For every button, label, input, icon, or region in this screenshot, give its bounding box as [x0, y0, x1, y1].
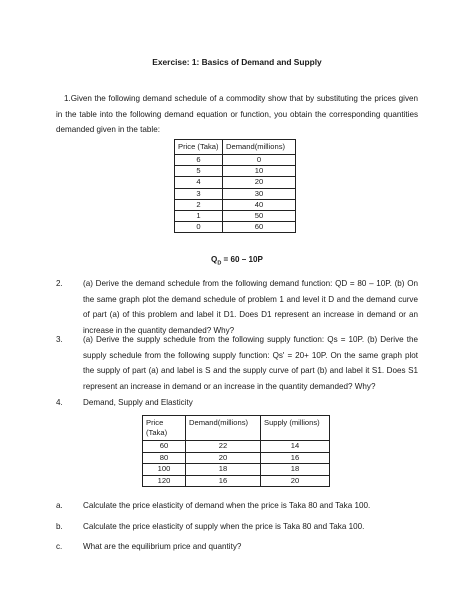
- demand-equation: [0, 255, 474, 267]
- table-header-demand: Demand(millions): [223, 140, 296, 155]
- table-row: [175, 199, 296, 210]
- table-row: [143, 452, 330, 464]
- table-row: [143, 475, 330, 487]
- table-cell: 1: [175, 210, 223, 221]
- table-cell: 10: [223, 166, 296, 177]
- sub-question-text: Calculate the price elasticity of supply when the price is Taka 80 and Taka 100.: [83, 522, 365, 531]
- sub-question-c: [56, 541, 418, 553]
- question-3-text: (a) Derive the supply schedule from the following supply function: Qs = 10P. (b) Derive the supply schedule from the following supply function: Qs' = 20+ 10P. On the same graph plot the supply of part (a) and label is S and the supply curve of part (b) and label it S1. Does S1 represent an increase in demand or an increase in the quantity demanded? Why?: [83, 335, 418, 391]
- table-header-supply: Supply (millions): [261, 416, 330, 441]
- table-cell: 120: [143, 475, 186, 487]
- question-2-marker: 2.: [56, 279, 63, 288]
- equation-rhs: = 60 – 10P: [221, 255, 263, 264]
- table-header-price: Price (Taka): [175, 140, 223, 155]
- sub-question-marker: c.: [56, 542, 63, 551]
- sub-question-text: Calculate the price elasticity of demand when the price is Taka 80 and Taka 100.: [83, 501, 371, 510]
- table-cell: 4: [175, 177, 223, 188]
- sub-question-marker: b.: [56, 522, 63, 531]
- table-cell: 18: [186, 464, 261, 476]
- table-cell: 22: [186, 441, 261, 453]
- table-row: [175, 210, 296, 221]
- question-2-text: (a) Derive the demand schedule from the following demand function: QD = 80 – 10P. (b) On the same graph plot the demand schedule of problem 1 and level it D and the demand curve of part (a) of this problem and label it D1. Does D1 represent an increase in demand or an increase in the quantity demanded? Why?: [83, 279, 418, 335]
- sub-question-a: [56, 500, 418, 512]
- sub-question-marker: a.: [56, 501, 63, 510]
- table-header-row: [175, 140, 296, 155]
- table-cell: 50: [223, 210, 296, 221]
- question-4-text: Demand, Supply and Elasticity: [83, 398, 193, 407]
- table-cell: 20: [186, 452, 261, 464]
- table-row: [175, 166, 296, 177]
- table-header-demand: Demand(millions): [186, 416, 261, 441]
- table-cell: 60: [143, 441, 186, 453]
- table-cell: 100: [143, 464, 186, 476]
- table-header-row: [143, 416, 330, 441]
- table-cell: 80: [143, 452, 186, 464]
- question-4: [56, 395, 418, 411]
- equation-lhs: Q: [211, 255, 218, 264]
- table-cell: 30: [223, 188, 296, 199]
- question-1: [56, 91, 418, 138]
- elasticity-table: [142, 415, 330, 487]
- demand-schedule-table: [174, 139, 296, 233]
- table-cell: 0: [175, 222, 223, 233]
- table-cell: 3: [175, 188, 223, 199]
- table-cell: 20: [223, 177, 296, 188]
- question-1-text: 1.Given the following demand schedule of a commodity show that by substituting the prices given in the table into the following demand equation or function, you obtain the corresponding quantities demanded given in the table:: [56, 94, 418, 135]
- table-cell: 14: [261, 441, 330, 453]
- table-row: [175, 155, 296, 166]
- table-cell: 2: [175, 199, 223, 210]
- table-cell: 20: [261, 475, 330, 487]
- table-cell: 18: [261, 464, 330, 476]
- sub-question-b: [56, 521, 418, 533]
- table-row: [175, 188, 296, 199]
- table-cell: 0: [223, 155, 296, 166]
- table-cell: 5: [175, 166, 223, 177]
- sub-question-text: What are the equilibrium price and quantity?: [83, 542, 242, 551]
- table-cell: 16: [186, 475, 261, 487]
- table-row: [143, 464, 330, 476]
- table-cell: 16: [261, 452, 330, 464]
- table-cell: 6: [175, 155, 223, 166]
- table-row: [175, 222, 296, 233]
- table-cell: 40: [223, 199, 296, 210]
- table-cell: 60: [223, 222, 296, 233]
- question-2: [56, 276, 418, 338]
- equation-subscript: D: [217, 260, 222, 267]
- question-3-marker: 3.: [56, 335, 63, 344]
- table-row: [143, 441, 330, 453]
- page-title: Exercise: 1: Basics of Demand and Supply: [152, 57, 322, 67]
- table-row: [175, 177, 296, 188]
- table-header-price: Price (Taka): [143, 416, 186, 441]
- question-3: [56, 332, 418, 394]
- question-4-marker: 4.: [56, 398, 63, 407]
